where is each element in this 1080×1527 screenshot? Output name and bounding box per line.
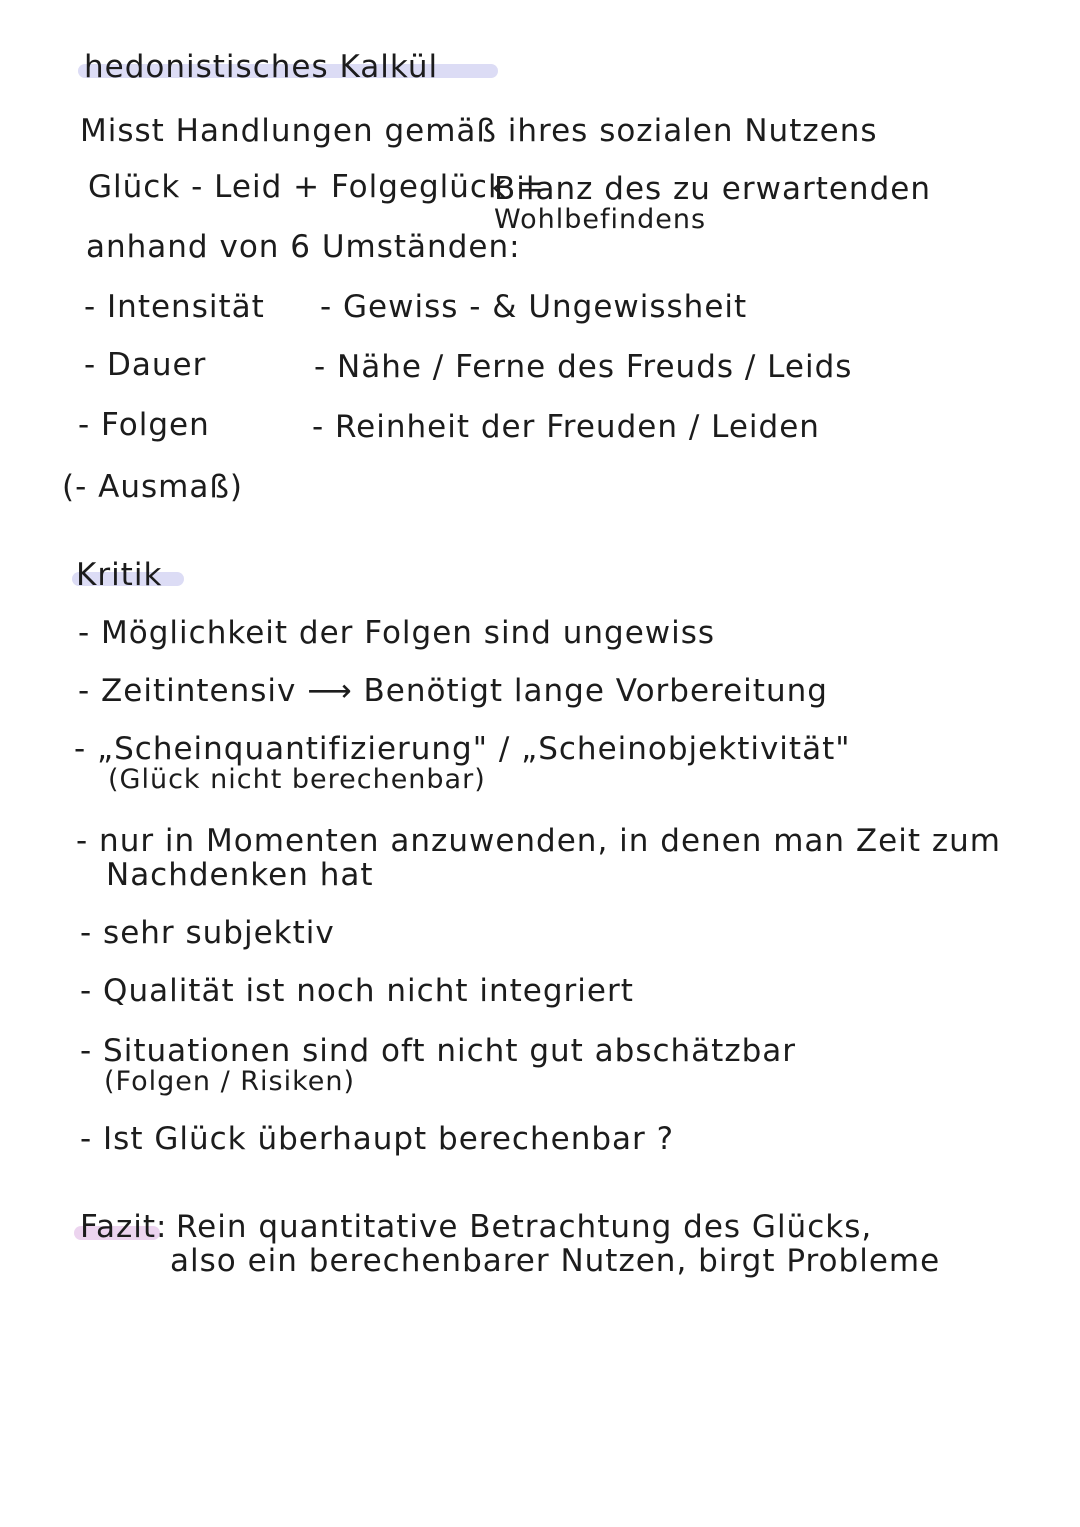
formula-right-line2: Wohlbefindens [494, 204, 707, 235]
list-item: - Gewiss - & Ungewissheit [320, 289, 748, 325]
critique-item: (Folgen / Risiken) [104, 1066, 356, 1097]
conclusion-label: Fazit: [80, 1209, 168, 1245]
critique-item: - Qualität ist noch nicht integriert [80, 973, 634, 1009]
circumstances-intro: anhand von 6 Umständen: [86, 229, 521, 265]
list-item: - Nähe / Ferne des Freuds / Leids [314, 349, 853, 385]
critique-item: - Zeitintensiv ⟶ Benötigt lange Vorbereitung [78, 673, 828, 709]
critique-item: - Situationen sind oft nicht gut abschätzbar [80, 1033, 797, 1069]
conclusion-line2: also ein berechenbarer Nutzen, birgt Probleme [170, 1243, 941, 1279]
critique-item: - „Scheinquantifizierung" / „Scheinobjektivität" [74, 731, 851, 767]
list-item: (- Ausmaß) [62, 469, 243, 505]
critique-item: (Glück nicht berechenbar) [108, 764, 486, 795]
list-item: - Reinheit der Freuden / Leiden [312, 409, 820, 445]
formula-left: Glück - Leid + Folgeglück = [88, 169, 545, 205]
critique-item: Nachdenken hat [106, 857, 374, 893]
section-heading: hedonistisches Kalkül [84, 49, 439, 85]
critique-item: - sehr subjektiv [80, 915, 335, 951]
intro-text: Misst Handlungen gemäß ihres sozialen Nutzens [80, 113, 878, 149]
list-item: - Intensität [84, 289, 265, 325]
conclusion-line1: Rein quantitative Betrachtung des Glücks, [176, 1209, 873, 1245]
formula-right-line1: Bilanz des zu erwartenden [494, 171, 931, 207]
section-heading: Kritik [76, 557, 163, 593]
critique-item: - Möglichkeit der Folgen sind ungewiss [78, 615, 716, 651]
list-item: - Dauer [84, 347, 207, 383]
list-item: - Folgen [78, 407, 210, 443]
critique-item: - Ist Glück überhaupt berechenbar ? [80, 1121, 675, 1157]
critique-item: - nur in Momenten anzuwenden, in denen man Zeit zum [76, 823, 1001, 859]
